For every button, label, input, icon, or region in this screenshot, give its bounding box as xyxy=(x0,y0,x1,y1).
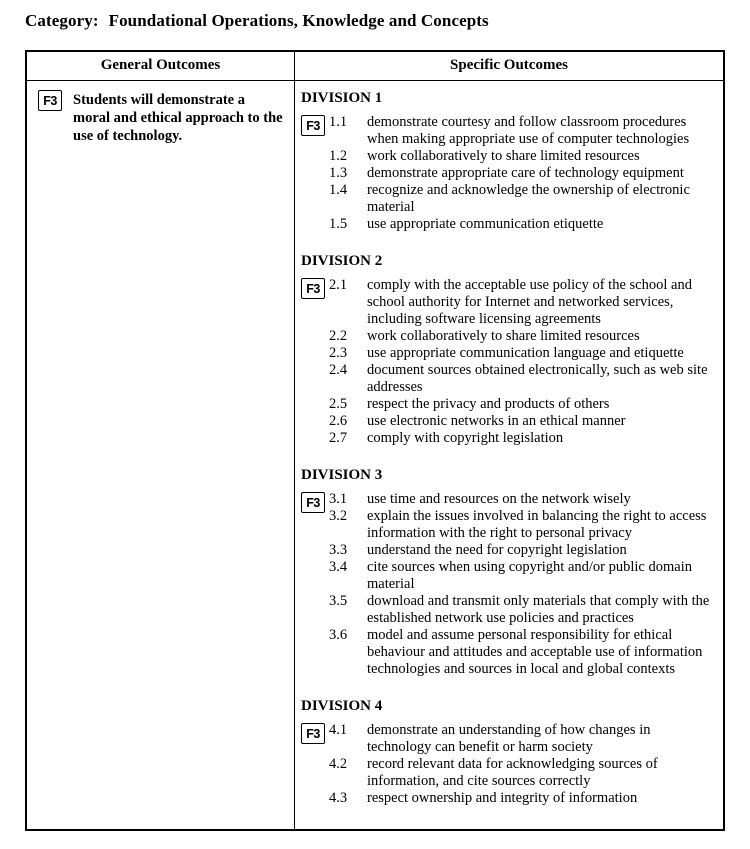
outcome-text: use electronic networks in an ethical manner xyxy=(367,413,626,429)
outcome-number: 4.3 xyxy=(329,790,348,806)
outcome-text: use appropriate communication language and etiquette xyxy=(367,345,684,361)
division-section xyxy=(301,698,713,807)
specific-outcome-item xyxy=(329,542,713,559)
outcome-number: 1.4 xyxy=(329,182,348,198)
table-header-row xyxy=(27,52,723,81)
outcome-text: demonstrate an understanding of how changes in technology can benefit or harm society xyxy=(367,722,651,755)
specific-outcome-item xyxy=(329,430,713,447)
category-value: Foundational Operations, Knowledge and Concepts xyxy=(108,11,489,30)
outcome-text: respect the privacy and products of others xyxy=(367,396,610,412)
outcome-text: demonstrate courtesy and follow classroom procedures when making appropriate use of computer technologies xyxy=(367,114,690,147)
division-section xyxy=(301,90,713,233)
division-section xyxy=(301,253,713,447)
specific-outcome-item xyxy=(329,114,713,148)
specific-outcome-item xyxy=(329,756,713,790)
specific-outcome-item xyxy=(329,722,713,756)
outcome-number: 2.4 xyxy=(329,362,348,378)
specific-outcome-item xyxy=(329,559,713,593)
outcome-number: 2.6 xyxy=(329,413,348,429)
outcome-number: 3.5 xyxy=(329,593,348,609)
outcome-text: explain the issues involved in balancing the right to access information with the right to personal privacy xyxy=(367,508,707,541)
outcome-list xyxy=(329,722,713,807)
outcome-text: comply with the acceptable use policy of the school and school authority for Internet and networked services, including software licensing agreements xyxy=(367,277,692,327)
outcome-text: respect ownership and integrity of information xyxy=(367,790,638,806)
outcome-list xyxy=(329,491,713,678)
specific-outcome-item xyxy=(329,328,713,345)
outcome-text: understand the need for copyright legislation xyxy=(367,542,627,558)
page-title xyxy=(25,10,725,32)
outcome-text: download and transmit only materials that comply with the established network use policies and practices xyxy=(367,593,710,626)
outcome-text: use time and resources on the network wisely xyxy=(367,491,631,507)
outcome-number: 1.2 xyxy=(329,148,348,164)
outcome-number: 2.3 xyxy=(329,345,348,361)
division-items xyxy=(301,277,713,447)
specific-outcome-item xyxy=(329,216,713,233)
outcome-list xyxy=(329,114,713,233)
specific-outcome-item xyxy=(329,627,713,678)
outcome-text: comply with copyright legislation xyxy=(367,430,564,446)
specific-outcome-item xyxy=(329,148,713,165)
outcome-code-badge: F3 xyxy=(301,115,325,136)
division-items xyxy=(301,722,713,807)
outcome-code-badge: F3 xyxy=(301,723,325,744)
division-title: DIVISION 1 xyxy=(301,90,383,106)
outcome-text: document sources obtained electronically, such as web site addresses xyxy=(367,362,708,395)
outcome-text: use appropriate communication etiquette xyxy=(367,216,604,232)
category-label: Category: xyxy=(25,11,99,30)
specific-outcome-item xyxy=(329,396,713,413)
outcome-number: 1.5 xyxy=(329,216,348,232)
outcomes-table xyxy=(25,50,725,831)
specific-outcome-item xyxy=(329,790,713,807)
column-header-general-outcomes: General Outcomes xyxy=(27,52,295,80)
specific-outcome-item xyxy=(329,277,713,328)
specific-outcome-item xyxy=(329,413,713,430)
outcome-number: 2.7 xyxy=(329,430,348,446)
outcome-number: 3.4 xyxy=(329,559,348,575)
division-title: DIVISION 2 xyxy=(301,253,383,269)
outcome-number: 2.1 xyxy=(329,277,348,293)
outcome-number: 2.5 xyxy=(329,396,348,412)
outcome-number: 1.1 xyxy=(329,114,348,130)
outcome-text: work collaboratively to share limited resources xyxy=(367,148,640,164)
outcome-code-badge: F3 xyxy=(301,278,325,299)
general-outcome-cell xyxy=(27,81,295,829)
outcome-code-badge: F3 xyxy=(301,492,325,513)
outcome-number: 2.2 xyxy=(329,328,348,344)
specific-outcome-item xyxy=(329,182,713,216)
division-items xyxy=(301,114,713,233)
specific-outcome-item xyxy=(329,593,713,627)
outcome-number: 3.1 xyxy=(329,491,348,507)
specific-outcomes-cell xyxy=(295,81,723,829)
outcome-number: 3.6 xyxy=(329,627,348,643)
outcome-list xyxy=(329,277,713,447)
outcome-number: 3.3 xyxy=(329,542,348,558)
outcome-code-badge: F3 xyxy=(38,90,62,111)
general-outcome-text: Students will demonstrate a moral and ethical approach to the use of technology. xyxy=(73,92,283,144)
outcome-text: recognize and acknowledge the ownership of electronic material xyxy=(367,182,690,215)
table-body-row xyxy=(27,81,723,829)
outcome-number: 1.3 xyxy=(329,165,348,181)
division-section xyxy=(301,467,713,678)
specific-outcome-item xyxy=(329,491,713,508)
outcome-number: 4.1 xyxy=(329,722,348,738)
outcome-number: 4.2 xyxy=(329,756,348,772)
outcome-number: 3.2 xyxy=(329,508,348,524)
outcome-text: model and assume personal responsibility for ethical behaviour and attitudes and acceptable use of information technologies and sources in local and global contexts xyxy=(367,627,703,677)
specific-outcome-item xyxy=(329,508,713,542)
specific-outcome-item xyxy=(329,345,713,362)
division-title: DIVISION 3 xyxy=(301,467,383,483)
division-items xyxy=(301,491,713,678)
column-header-specific-outcomes: Specific Outcomes xyxy=(450,57,568,73)
division-title: DIVISION 4 xyxy=(301,698,383,714)
outcome-text: record relevant data for acknowledging sources of information, and cite sources correctly xyxy=(367,756,658,789)
outcome-text: work collaboratively to share limited resources xyxy=(367,328,640,344)
specific-outcome-item xyxy=(329,362,713,396)
outcome-text: cite sources when using copyright and/or public domain material xyxy=(367,559,692,592)
outcome-text: demonstrate appropriate care of technology equipment xyxy=(367,165,684,181)
specific-outcome-item xyxy=(329,165,713,182)
